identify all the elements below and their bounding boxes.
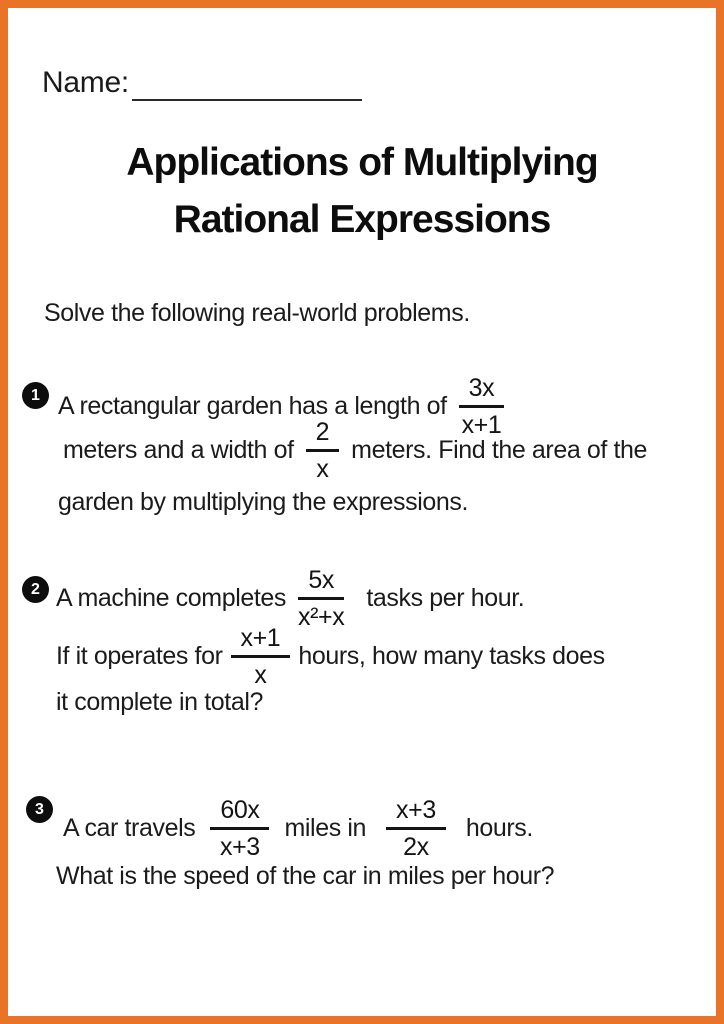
fraction-hours bbox=[231, 624, 291, 689]
problem-3-number-badge bbox=[26, 796, 53, 823]
problem-1-number: 1 bbox=[31, 386, 40, 404]
fraction-numerator: 5x bbox=[298, 566, 344, 600]
fraction-numerator: x+1 bbox=[231, 624, 291, 658]
problem-2-number: 2 bbox=[31, 580, 40, 598]
problem-3-line-1 bbox=[63, 792, 533, 864]
problem-2-number-badge bbox=[22, 576, 49, 603]
intro-text: Solve the following real-world problems. bbox=[44, 299, 470, 327]
problem-1-text-1: A rectangular garden has a length of bbox=[58, 391, 447, 420]
problem-1-text-3: meters. Find the area of the bbox=[351, 435, 648, 464]
title-line-2: Rational Expressions bbox=[173, 198, 551, 241]
fraction-rate bbox=[298, 566, 344, 631]
problem-3-text-3: hours. bbox=[465, 813, 533, 842]
fraction-denominator: x²+x bbox=[298, 602, 345, 631]
fraction-denominator: 2x bbox=[403, 832, 429, 861]
name-row bbox=[42, 66, 362, 101]
fraction-denominator: x+3 bbox=[220, 832, 260, 861]
fraction-denominator: x+1 bbox=[461, 410, 502, 439]
problem-1-line-3 bbox=[58, 486, 468, 519]
problem-1-number-badge bbox=[22, 382, 49, 409]
problem-3-text-2: miles in bbox=[284, 813, 367, 842]
problem-3-text-4: What is the speed of the car in miles per hour? bbox=[56, 862, 555, 890]
title-line-1: Applications of Multiplying bbox=[126, 141, 598, 184]
problem-3-line-2 bbox=[56, 860, 554, 893]
problem-2-text-2: tasks per hour. bbox=[366, 583, 525, 612]
name-underline bbox=[132, 69, 362, 101]
fraction-numerator: x+3 bbox=[386, 796, 446, 830]
problem-1-text-2: meters and a width of bbox=[63, 435, 294, 464]
fraction-denominator: x bbox=[316, 454, 329, 483]
fraction-time bbox=[386, 796, 446, 861]
problem-2-line-3 bbox=[56, 686, 263, 719]
page-title bbox=[8, 134, 716, 248]
fraction-numerator: 3x bbox=[459, 374, 505, 408]
problem-2-line-2 bbox=[56, 622, 605, 690]
fraction-numerator: 2 bbox=[306, 418, 340, 452]
name-label: Name: bbox=[42, 66, 129, 99]
problem-3-number: 3 bbox=[35, 800, 44, 818]
problem-2-text-4: hours, how many tasks does bbox=[298, 641, 605, 670]
fraction-width bbox=[306, 418, 340, 483]
fraction-denominator: x bbox=[254, 660, 267, 689]
problem-1-text-4: garden by multiplying the expressions. bbox=[58, 488, 469, 516]
fraction-miles bbox=[210, 796, 269, 861]
fraction-numerator: 60x bbox=[210, 796, 269, 830]
problem-2-text-1: A machine completes bbox=[56, 583, 287, 612]
problem-3-text-1: A car travels bbox=[63, 813, 196, 842]
problem-2-text-3: If it operates for bbox=[56, 641, 223, 670]
problem-2-text-5: it complete in total? bbox=[56, 688, 263, 716]
problem-1-line-2 bbox=[63, 418, 647, 482]
